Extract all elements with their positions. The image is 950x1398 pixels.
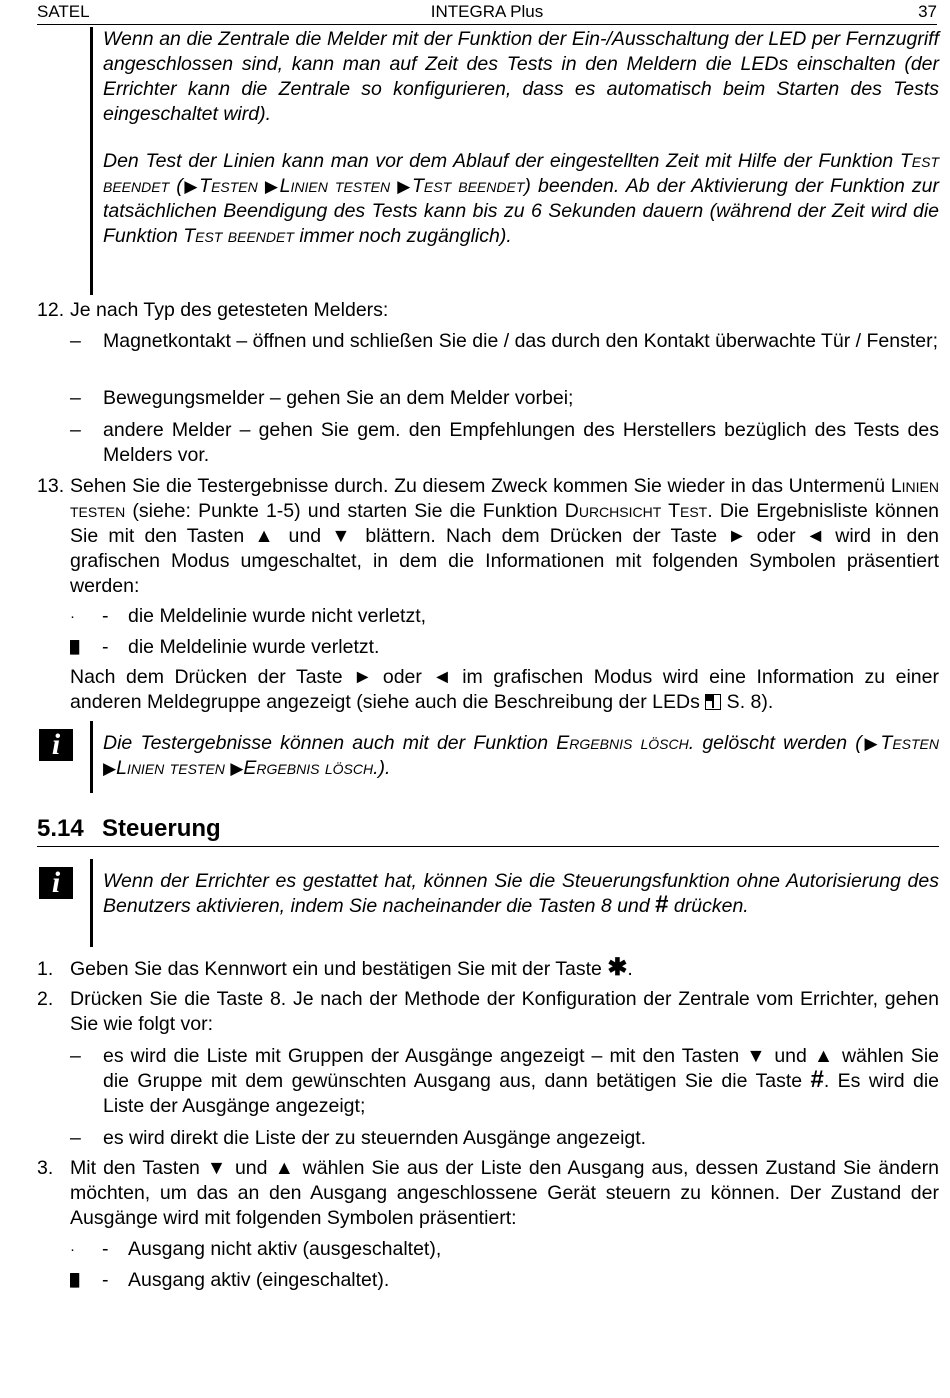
dash-text: Bewegungsmelder – gehen Sie an dem Melder vorbei; xyxy=(103,387,574,409)
section-title: Steuerung xyxy=(102,815,221,842)
function-name: Test beendet xyxy=(183,225,294,247)
function-name: Ergebnis lösch. xyxy=(556,732,695,754)
arrow-icon: ▶ xyxy=(861,734,881,753)
dash-text: andere Melder – gehen Sie gem. den Empfehlungen des Herstellers bezüglich des Tests des Melders vor. xyxy=(103,419,939,466)
text-run: drücken. xyxy=(668,895,749,917)
legend-hyphen: - xyxy=(102,1269,109,1291)
bars-symbol-icon: ▌▌▌ xyxy=(70,1273,78,1287)
text-run: . Die Ergebnisliste können Sie mit den Tasten ▲ und ▼ blättern. Nach dem Drücken der Taste ► oder ◄ wird in den grafischen Modus umgeschaltet, in dem die Informationen mit folgenden Symbolen präsentiert werden: xyxy=(70,500,940,597)
step-text xyxy=(70,954,939,982)
legend-text: Ausgang aktiv (eingeschaltet). xyxy=(128,1269,390,1291)
dash-text: Magnetkontakt – öffnen und schließen Sie die / das durch den Kontakt überwachte Tür / Fenster; xyxy=(103,330,939,352)
header-title: INTEGRA Plus xyxy=(430,2,544,21)
bars-symbol-icon: ▌▌▌ xyxy=(70,640,78,654)
text-run: Wenn der Errichter es gestattet hat, können Sie die Steuerungsfunktion ohne Autorisierung des Benutzers aktivieren, indem Sie nacheinander die Tasten 8 und xyxy=(103,870,939,917)
note-block-clear-results xyxy=(37,721,939,793)
text-run: immer noch zugänglich). xyxy=(293,225,512,247)
note-bar xyxy=(90,721,93,793)
step-number: 1. xyxy=(37,958,54,980)
note-bar xyxy=(90,859,93,947)
hash-key-icon: # xyxy=(655,891,669,918)
text-run: Die Testergebnisse können auch mit der Funktion xyxy=(103,732,557,754)
led-window-icon xyxy=(705,694,721,710)
item-number: 13. xyxy=(37,475,65,497)
text-run: (siehe: Punkte 1-5) und starten Sie die Funktion xyxy=(125,500,565,522)
dash-text xyxy=(103,1044,939,1119)
step-number: 2. xyxy=(37,988,54,1010)
function-name: Durchsicht Test xyxy=(564,500,708,522)
arrow-icon: ▶ xyxy=(264,177,280,196)
function-name: Test beendet xyxy=(103,150,939,197)
note-text xyxy=(103,27,939,249)
section-number: 5.14 xyxy=(37,815,84,842)
star-key-icon: ✱ xyxy=(607,954,628,981)
dash-bullet: – xyxy=(70,330,81,352)
legend-text: die Meldelinie wurde nicht verletzt, xyxy=(128,605,427,627)
menu-path: Testen xyxy=(880,732,939,754)
step-text: Mit den Tasten ▼ und ▲ wählen Sie aus der Liste den Ausgang aus, dessen Zustand Sie ändern möchten, um das an den Ausgang angeschlossene Gerät steuern zu können. Der Zustand der Ausgänge wird mit folgenden Symbolen präsentiert: xyxy=(70,1157,939,1229)
note-text xyxy=(103,869,939,919)
dot-symbol-icon: · xyxy=(70,608,75,625)
text-run: es wird die Liste mit Gruppen der Ausgänge angezeigt – mit den Tasten ▼ und ▲ wählen Sie die Gruppe mit dem gewünschten Ausgang aus, dann betätigen Sie die Taste xyxy=(103,1045,939,1092)
step-text: Drücken Sie die Taste 8. Je nach der Methode der Konfiguration der Zentrale vom Errichter, gehen Sie wie folgt vor: xyxy=(70,988,939,1035)
arrow-icon: ▶ xyxy=(103,759,117,778)
arrow-icon: ▶ xyxy=(182,177,200,196)
legend-hyphen: - xyxy=(102,605,109,627)
dash-bullet: – xyxy=(70,1045,81,1067)
legend-text: die Meldelinie wurde verletzt. xyxy=(128,636,380,658)
text-run: Geben Sie das Kennwort ein und bestätigen Sie mit der Taste xyxy=(70,958,608,980)
note-bar xyxy=(90,27,93,295)
legend-text: Ausgang nicht aktiv (ausgeschaltet), xyxy=(128,1238,442,1260)
text-run: ). xyxy=(378,757,391,779)
text-run: Den Test der Linien kann man vor dem Ablauf der eingestellten Zeit mit Hilfe der Funktion xyxy=(103,150,900,172)
text-run: Nach dem Drücken der Taste ► oder ◄ im grafischen Modus wird eine Information zu einer anderen Meldegruppe angezeigt (siehe auch die Beschreibung der LEDs xyxy=(70,666,939,713)
text-run: Sehen Sie die Testergebnisse durch. Zu diesem Zweck kommen Sie wieder in das Untermenü xyxy=(70,475,891,497)
page-number: 37 xyxy=(918,2,937,21)
header-brand: SATEL xyxy=(37,2,90,21)
legend-hyphen: - xyxy=(102,1238,109,1260)
note-paragraph-led: Wenn an die Zentrale die Melder mit der Funktion der Ein-/Ausschaltung der LED per Fernzugriff angeschlossen sind, kann man auf Zeit des Tests in den Meldern die LEDs einschalten (der Errichter kann die Zentrale so konfigurieren, dass es automatisch beim Starten des Tests eingeschaltet wird). xyxy=(103,28,939,125)
menu-path: Linien testen xyxy=(279,175,391,197)
item-text: Je nach Typ des getesteten Melders: xyxy=(70,299,389,321)
dash-bullet: – xyxy=(70,387,81,409)
menu-path: Ergebnis lösch. xyxy=(243,757,379,779)
info-icon: i xyxy=(39,867,73,899)
note-text xyxy=(103,731,939,781)
dot-symbol-icon: · xyxy=(70,1241,75,1258)
info-icon: i xyxy=(39,729,73,761)
text-run: gelöscht werden ( xyxy=(694,732,862,754)
step-number: 3. xyxy=(37,1157,54,1179)
arrow-icon: ▶ xyxy=(230,759,244,778)
menu-name: Linien testen xyxy=(70,475,939,522)
note-block-led xyxy=(37,27,939,295)
arrow-icon: ▶ xyxy=(397,177,413,196)
dash-bullet: – xyxy=(70,419,81,441)
text-run: . xyxy=(627,958,633,980)
item-text xyxy=(70,474,939,599)
menu-path: Test beendet xyxy=(412,175,525,197)
note-block-control xyxy=(37,859,939,947)
dash-text: es wird direkt die Liste der zu steuernden Ausgänge angezeigt. xyxy=(103,1127,647,1149)
menu-path: Testen xyxy=(199,175,258,197)
hash-key-icon: # xyxy=(810,1066,824,1093)
dash-bullet: – xyxy=(70,1127,81,1149)
menu-path: Linien testen xyxy=(116,757,225,779)
page-header xyxy=(37,0,937,25)
text-run: . Es wird die Liste der Ausgänge angezeigt; xyxy=(103,1070,939,1117)
section-heading xyxy=(37,814,939,847)
item-number: 12. xyxy=(37,299,65,321)
note-paragraph-end-test: Den Test der Linien kann man vor dem Ablauf der eingestellten Zeit mit Hilfe der Funktion Test beendet (▶Testen ▶Linien testen ▶Test beendet) beenden. Ab der Aktivierung der Funktion zur tatsächlichen Beendigung des Tests kann bis zu 6 Sekunden dauern (während der Zeit wird die Funktion Test beendet immer noch zugänglich). xyxy=(103,150,940,247)
paragraph-graphic-mode xyxy=(70,665,939,715)
text-run: beenden. Ab der Aktivierung der Funktion zur tatsächlichen Beendigung des Tests kann bis zu 6 Sekunden dauern (während der Zeit wird die Funktion xyxy=(103,175,940,247)
legend-hyphen: - xyxy=(102,636,109,658)
text-run: S. 8). xyxy=(721,691,774,713)
